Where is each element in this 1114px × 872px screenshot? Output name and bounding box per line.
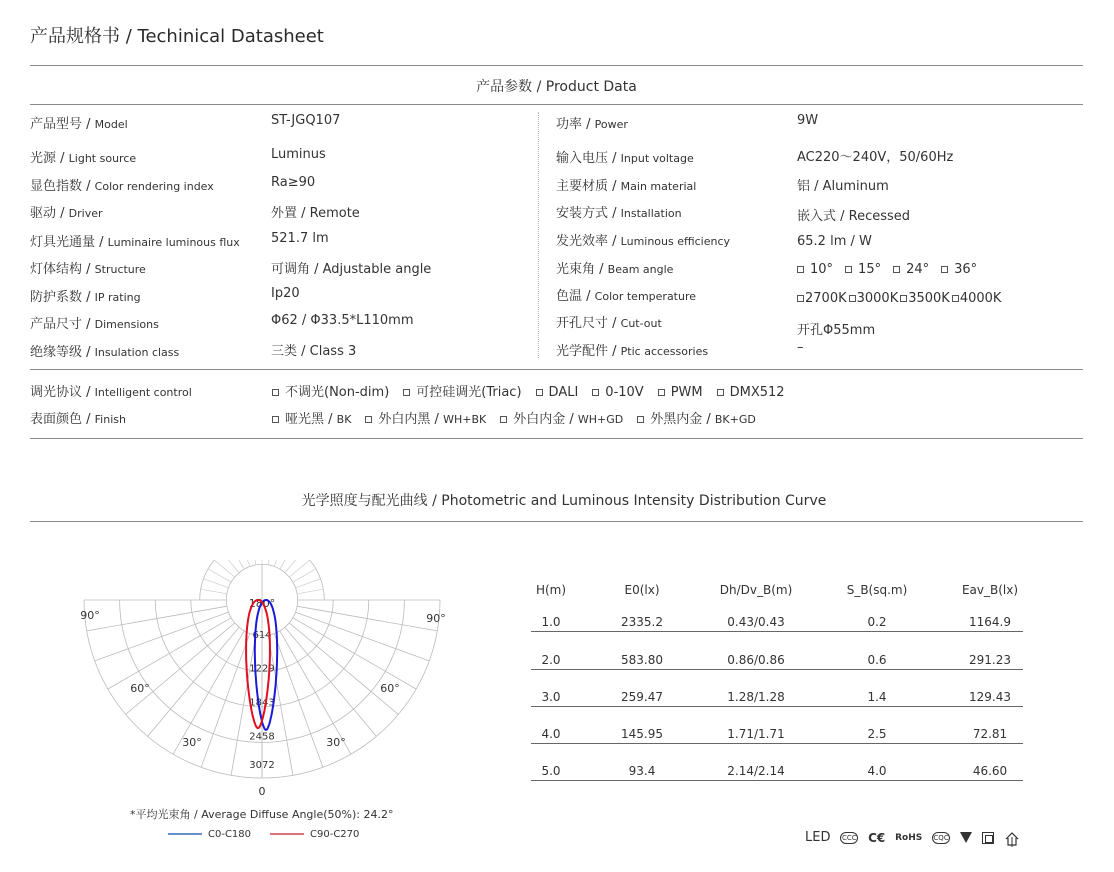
control-label: 调光协议 / Intelligent control [30,385,192,400]
angle-label-30-right: 30° [326,736,346,749]
radial-value-label: 2458 [249,731,275,743]
param-value: Ip20 [271,286,300,301]
ce-mark-icon: C€ [868,830,886,845]
divider [30,438,1083,439]
checkbox-icon [941,266,948,273]
table-header-cell: H(m) [535,583,567,597]
checkbox-icon [500,416,507,423]
table-cell: 3.0 [541,690,561,704]
table-cell: 145.95 [621,727,663,741]
checkbox-icon [536,389,543,396]
table-cell: 1.71/1.71 [727,727,785,741]
table-cell: 2.0 [541,653,561,667]
radial-value-label: 1843 [249,697,275,709]
beam-angle-option[interactable]: 15° [845,262,881,277]
param-value: 嵌入式 / Recessed [797,209,911,224]
finish-option[interactable]: 外白内金 / WH+GD [500,408,623,427]
legend-label: C0-C180 [208,829,252,840]
polar-radial-line [280,560,293,569]
param-value: 铝 / Aluminum [797,179,889,194]
table-row-divider [531,743,1023,744]
param-label: 开孔尺寸 / Cut-out [556,316,662,331]
table-cell: 5.0 [541,764,561,778]
param-value: ST-JGQ107 [271,113,341,128]
table-cell: 1164.9 [969,615,1011,629]
param-label: 主要材质 / Main material [556,179,697,194]
param-label: 产品型号 / Model [30,117,128,132]
table-cell: 4.0 [867,764,887,778]
polar-radial-line [203,579,228,588]
control-option[interactable]: 可控硅调光(Triac) [403,381,521,400]
polar-radial-line [95,612,229,661]
control-options [272,381,799,400]
angle-label-0: 0 [258,785,266,798]
param-value: 521.7 lm [271,231,329,246]
table-cell: 2.5 [867,727,887,741]
param-value: Ra≥90 [271,175,316,190]
radial-value-label: 614 [252,629,272,641]
table-cell: 1.0 [541,615,561,629]
param-value: 三类 / Class 3 [271,344,357,359]
table-cell: 129.43 [969,690,1011,704]
checkbox-icon [272,389,279,396]
finish-option[interactable]: 外黑内金 / BK+GD [637,408,756,427]
led-mark: LED [805,830,831,845]
certification-marks [805,830,1024,845]
triangle-mark-icon [960,832,972,843]
angle-label-60-right: 60° [380,682,400,695]
legend-c0-c180 [168,829,251,840]
divider [30,104,1083,105]
radial-value-label: 1229 [249,663,275,675]
param-label: 产品尺寸 / Dimensions [30,317,159,332]
param-label: 发光效率 / Luminous efficiency [556,234,731,249]
table-header-cell: E0(lx) [624,583,660,597]
divider [30,65,1083,66]
polar-radial-line [231,560,244,569]
checkbox-icon [272,416,279,423]
checkbox-icon [849,295,856,302]
table-cell: 4.0 [541,727,561,741]
table-row-divider [531,631,1023,632]
table-row-divider [531,706,1023,707]
average-diffuse-angle-note: *平均光束角 / Average Diffuse Angle(50%): 24.2° [130,808,394,821]
ccc-mark-icon: CCC [841,833,857,842]
page-title: 产品规格书 / Techinical Datasheet [30,26,324,47]
param-label: 驱动 / Driver [30,206,103,221]
beam-angle-option[interactable]: 36° [941,262,977,277]
control-option[interactable]: DALI [536,385,579,400]
param-label: 灯具光通量 / Luminaire luminous flux [30,235,240,250]
param-label: 输入电压 / Input voltage [556,151,694,166]
param-label: 光源 / Light source [30,151,137,166]
control-option[interactable]: 不调光(Non-dim) [272,381,389,400]
checkbox-icon [797,266,804,273]
finish-options [272,408,770,427]
table-cell: 0.2 [867,615,887,629]
checkbox-icon [797,295,804,302]
beam-angle-option[interactable]: 24° [893,262,929,277]
polar-radial-line [274,633,323,767]
table-row-divider [531,780,1023,781]
angle-label-60-left: 60° [130,682,150,695]
table-cell: 0.43/0.43 [727,615,785,629]
legend-swatch [270,833,304,835]
table-cell: 1.4 [867,690,887,704]
angle-label-180: 180° [248,597,276,610]
checkbox-icon [845,266,852,273]
table-cell: 2.14/2.14 [727,764,785,778]
checkbox-icon [893,266,900,273]
control-option[interactable]: PWM [658,385,703,400]
table-cell: 2335.2 [621,615,663,629]
polar-radial-line [285,627,377,736]
legend-c90-c270 [270,829,359,840]
table-cell: 0.6 [867,653,887,667]
checkbox-icon [900,295,907,302]
polar-radial-line [297,606,437,631]
polar-radial-line [268,560,273,565]
param-value: Luminus [271,147,326,162]
color-temp-option[interactable]: 2700K [797,291,847,306]
param-label: 防护系数 / IP rating [30,290,141,305]
table-cell: 259.47 [621,690,663,704]
product-data-title: 产品参数 / Product Data [476,79,637,95]
polar-radial-line [87,606,227,631]
control-option[interactable]: DMX512 [717,385,785,400]
param-value: AC220～240V，50/60Hz [797,150,954,165]
checkbox-icon [592,389,599,396]
beam-angle-option[interactable]: 10° [797,262,833,277]
rohs-mark: RoHS [895,832,923,843]
double-square-mark-icon [982,832,994,844]
param-value: 外置 / Remote [271,206,360,221]
photometric-title: 光学照度与配光曲线 / Photometric and Luminous Intensity Distribution Curve [301,493,827,509]
finish-label: 表面颜色 / Finish [30,412,126,427]
param-value: 65.2 lm / W [797,234,872,249]
param-value: – [797,340,804,355]
param-label: 功率 / Power [556,117,628,132]
table-header-cell: S_B(sq.m) [846,583,908,597]
param-label: 色温 / Color temperature [556,289,697,304]
legend-label: C90-C270 [310,829,360,840]
angle-label-30-left: 30° [182,736,202,749]
checkbox-icon [952,295,959,302]
param-label: 光学配件 / Ptic accessories [556,344,709,359]
angle-label-90-right: 90° [426,612,446,625]
polar-radial-line [251,560,256,565]
table-cell: 1.28/1.28 [727,690,785,704]
polar-radial-line [222,560,239,573]
column-divider [538,112,539,358]
beam-angle-options [797,262,989,277]
table-cell: 72.81 [972,727,1008,741]
table-cell: 46.60 [972,764,1008,778]
param-label: 光束角 / Beam angle [556,262,674,277]
polar-radial-line [148,627,240,736]
table-cell: 583.80 [621,653,663,667]
radial-value-label: 3072 [249,760,275,772]
color-temp-option[interactable]: 4000K [952,291,1002,306]
param-value: Φ62 / Φ33.5*L110mm [271,313,414,328]
table-cell: 291.23 [969,653,1011,667]
param-value: 9W [797,113,819,128]
divider [30,521,1083,522]
table-cell: 93.4 [628,764,656,778]
table-cell: 0.86/0.86 [727,653,785,667]
param-label: 绝缘等级 / Insulation class [30,345,180,360]
house-mark-icon [1004,831,1018,845]
checkbox-icon [365,416,372,423]
polar-radial-line [293,618,416,689]
table-header-cell: Dh/Dv_B(m) [719,583,793,597]
legend-swatch [168,833,202,835]
checkbox-icon [658,389,665,396]
finish-option[interactable]: 外白内黑 / WH+BK [365,408,486,427]
param-label: 灯体结构 / Structure [30,262,146,277]
polar-radial-line [289,623,398,715]
color-temp-option[interactable]: 3500K [900,291,950,306]
finish-option[interactable]: 哑光黑 / BK [272,408,351,427]
control-option[interactable]: 0-10V [592,385,643,400]
polar-radial-line [285,560,302,573]
table-header-cell: Eav_B(lx) [961,583,1019,597]
polar-radial-line [295,579,320,588]
table-row-divider [531,669,1023,670]
polar-radial-line [295,612,429,661]
polar-radial-line [108,618,231,689]
polar-distribution-chart [60,560,480,800]
angle-label-90-left: 90° [80,609,100,622]
checkbox-icon [403,389,410,396]
param-label: 安装方式 / Installation [556,206,682,221]
polar-radial-line [297,589,323,594]
param-value: 可调角 / Adjustable angle [271,262,432,277]
checkbox-icon [717,389,724,396]
param-value: 开孔Φ55mm [797,323,876,338]
color-temp-option[interactable]: 3000K [849,291,899,306]
polar-radial-line [201,633,250,767]
cqc-mark-icon: CQC [933,833,949,842]
polar-radial-line [126,623,235,715]
color-temp-options [797,291,1003,306]
checkbox-icon [637,416,644,423]
divider [30,369,1083,370]
polar-radial-line [201,589,227,594]
param-label: 显色指数 / Color rendering index [30,179,214,194]
